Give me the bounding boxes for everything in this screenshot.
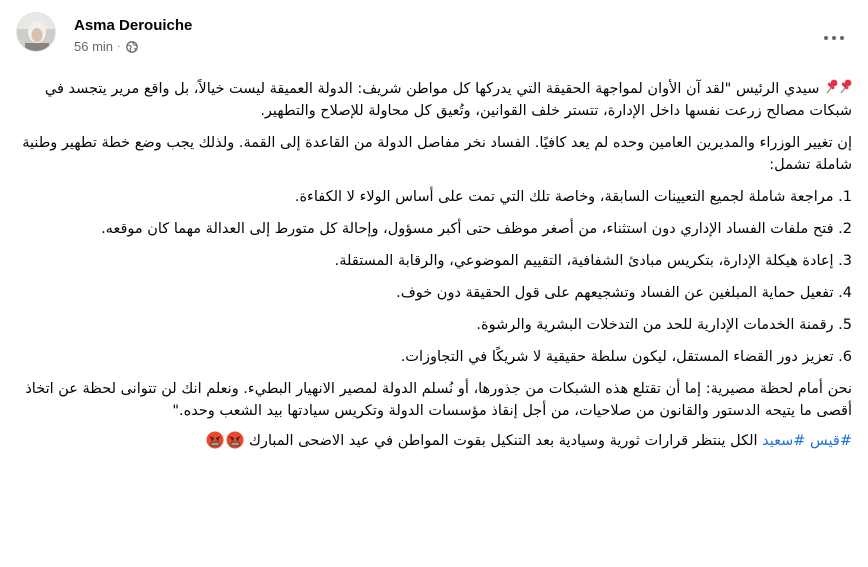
post-header xyxy=(16,12,852,64)
hashtag-link[interactable]: #سعيد xyxy=(762,433,806,449)
author-avatar[interactable] xyxy=(16,12,56,52)
list-item: 6. تعزيز دور القضاء المستقل، ليكون سلطة حقيقية لا شريكًا في التجاوزات. xyxy=(400,349,852,365)
meta-separator: · xyxy=(117,41,121,52)
pushpin-icon xyxy=(824,79,838,95)
post-last-text: الكل ينتظر قرارات ثورية وسيادية بعد التنكيل بقوت المواطن في عيد الاضحى المبارك xyxy=(248,433,758,449)
angry-face-icon xyxy=(226,431,244,449)
post-time[interactable]: 56 min xyxy=(74,39,114,54)
post-last-line xyxy=(16,430,852,452)
post-text: سيدي الرئيس "لقد آن الأوان لمواجهة الحقيقة التي يدركها كل مواطن شريف: الدولة العميقة ليست خيالاً، بل واقع مرير يتجسد في شبكات مصالح زرعت نفسها داخل الإدارة، تتستر خلف القوانين، وتُعيق كل محاولة للإصلاح والتطهير. xyxy=(44,81,852,119)
list-item: 4. تفعيل حماية المبلغين عن الفساد وتشجيعهم على قول الحقيقة دون خوف. xyxy=(396,285,852,301)
post-paragraph-closing: نحن أمام لحظة مصيرية: إما أن تقتلع هذه الشبكات من جذورها، أو نُسلم الدولة لمصير الانهيار البطيء. ونعلم انك لن تتوانى لحظة عن اتخاذ أقصى ما يتيحه الدستور والقانون من صلاحيات، من أجل إنقاذ مؤسسات الدولة وتكريس سيادتها بيد الشعب وحده." xyxy=(25,381,852,419)
post-meta xyxy=(74,39,138,54)
list-item: 2. فتح ملفات الفساد الإداري دون استثناء، من أصغر موظف حتى أكبر مسؤول، وإحالة كل متورط إلى العدالة مهما كان موقعه. xyxy=(101,221,852,237)
angry-face-icon xyxy=(206,431,224,449)
globe-icon[interactable] xyxy=(126,41,138,53)
list-item: 5. رقمنة الخدمات الإدارية للحد من التدخلات البشرية والرشوة. xyxy=(476,317,852,333)
list-item: 3. إعادة هيكلة الإدارة، بتكريس مبادئ الشفافية، التقييم الموضوعي، والرقابة المستقلة. xyxy=(334,253,852,269)
post-paragraph-1 xyxy=(16,78,852,122)
author-name[interactable]: Asma Derouiche xyxy=(74,17,193,34)
post-body xyxy=(16,78,852,462)
hashtag-link[interactable]: #قيس xyxy=(810,433,852,449)
more-options-button[interactable] xyxy=(816,20,852,56)
post-paragraph-2: إن تغيير الوزراء والمديرين العامين وحده لم يعد كافيًا. الفساد نخر مفاصل الدولة من القاعدة إلى القمة. ولذلك يجب وضع خطة تطهير وطنية شاملة تشمل: xyxy=(22,135,852,173)
pushpin-icon xyxy=(838,79,852,95)
more-horizontal-icon xyxy=(824,36,828,40)
list-item: 1. مراجعة شاملة لجميع التعيينات السابقة، وخاصة تلك التي تمت على أساس الولاء لا الكفاءة. xyxy=(294,189,852,205)
